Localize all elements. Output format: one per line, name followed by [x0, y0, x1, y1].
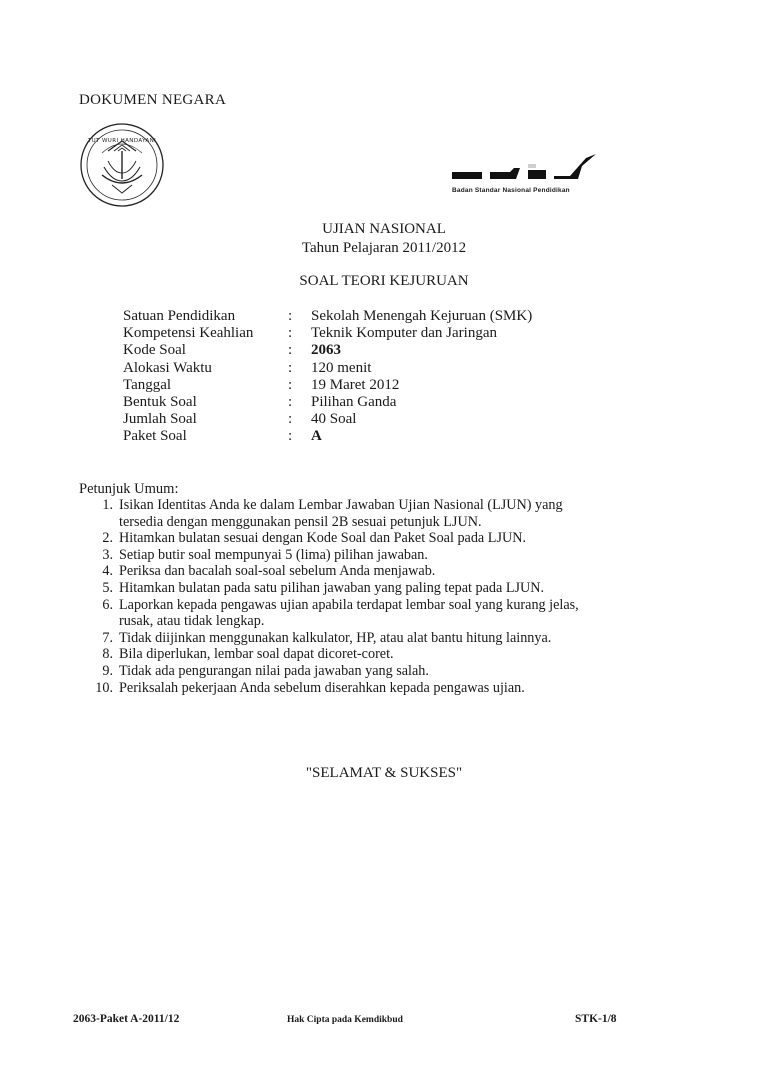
instruction-number: 9.	[102, 662, 113, 679]
info-label: Kode Soal	[123, 342, 186, 359]
instruction-text: Laporkan kepada pengawas ujian apabila terdapat lembar soal yang kurang jelas,	[119, 596, 579, 613]
instruction-text: Tidak ada pengurangan nilai pada jawaban yang salah.	[119, 662, 429, 679]
instruction-text: tersedia dengan menggunakan pensil 2B sesuai petunjuk LJUN.	[119, 513, 482, 530]
bsnp-logo-caption: Badan Standar Nasional Pendidikan	[452, 187, 570, 194]
instruction-item	[93, 530, 613, 547]
footer-copyright: Hak Cipta pada Kemdikbud	[287, 1015, 403, 1025]
instruction-number: 2.	[102, 530, 113, 547]
instruction-text: Periksalah pekerjaan Anda sebelum diserahkan kepada pengawas ujian.	[119, 679, 525, 696]
instruction-text: Tidak diijinkan menggunakan kalkulator, HP, atau alat bantu hitung lainnya.	[119, 629, 552, 646]
instruction-text: Hitamkan bulatan pada satu pilihan jawaban yang paling tepat pada LJUN.	[119, 579, 545, 596]
instruction-number: 4.	[102, 563, 113, 580]
instruction-item	[93, 580, 613, 597]
footer-package-code: 2063-Paket A-2011/12	[73, 1013, 180, 1025]
info-label: Jumlah Soal	[123, 411, 197, 428]
info-colon: :	[288, 376, 293, 393]
info-colon: :	[288, 411, 293, 428]
info-value: A	[311, 428, 322, 445]
instruction-item	[93, 646, 613, 663]
instruction-item	[93, 547, 613, 564]
instruction-item	[93, 630, 613, 647]
academic-year: Tahun Pelajaran 2011/2012	[301, 240, 467, 256]
instruction-number: 5.	[102, 579, 113, 596]
instructions-list	[93, 497, 613, 696]
exam-title: UJIAN NASIONAL	[322, 221, 446, 237]
info-label: Tanggal	[123, 376, 172, 393]
info-value: 40 Soal	[311, 411, 357, 428]
instruction-item	[93, 680, 613, 697]
footer-page-number: STK-1/8	[575, 1013, 617, 1025]
info-label: Satuan Pendidikan	[123, 308, 236, 324]
instruction-text: rusak, atau tidak lengkap.	[119, 613, 265, 630]
instruction-number: 10.	[95, 679, 113, 696]
info-colon: :	[288, 359, 293, 376]
info-colon: :	[288, 308, 293, 324]
info-colon: :	[288, 393, 293, 410]
instruction-text: Periksa dan bacalah soal-soal sebelum Anda menjawab.	[119, 563, 436, 580]
instruction-item	[93, 497, 613, 530]
instruction-text: Setiap butir soal mempunyai 5 (lima) pilihan jawaban.	[119, 546, 428, 563]
svg-text:TUT WURI HANDAYANI: TUT WURI HANDAYANI	[87, 138, 157, 144]
info-label: Bentuk Soal	[123, 393, 197, 410]
info-value: 2063	[311, 342, 341, 359]
info-label: Kompetensi Keahlian	[123, 325, 254, 342]
instruction-number: 3.	[102, 546, 113, 563]
instructions-heading: Petunjuk Umum:	[79, 481, 179, 497]
instruction-text: Isikan Identitas Anda ke dalam Lembar Jawaban Ujian Nasional (LJUN) yang	[119, 497, 563, 513]
info-colon: :	[288, 428, 293, 445]
instruction-number: 8.	[102, 646, 113, 663]
closing-message: "SELAMAT & SUKSES"	[305, 765, 463, 781]
info-label: Paket Soal	[123, 428, 187, 445]
instruction-item	[93, 563, 613, 580]
instruction-number: 7.	[102, 629, 113, 646]
info-value: 19 Maret 2012	[311, 376, 400, 393]
instruction-item	[93, 597, 613, 630]
info-value: Pilihan Ganda	[311, 393, 397, 410]
info-label: Alokasi Waktu	[123, 359, 212, 376]
instruction-number: 1.	[102, 497, 113, 513]
instruction-text: Hitamkan bulatan sesuai dengan Kode Soal dan Paket Soal pada LJUN.	[119, 530, 527, 547]
info-colon: :	[288, 325, 293, 342]
tut-wuri-handayani-emblem	[78, 121, 166, 209]
document-classification-label: DOKUMEN NEGARA	[79, 92, 227, 108]
instruction-item	[93, 663, 613, 680]
info-value: Sekolah Menengah Kejuruan (SMK)	[311, 308, 533, 324]
info-colon: :	[288, 342, 293, 359]
instruction-number: 6.	[102, 596, 113, 613]
info-value: Teknik Komputer dan Jaringan	[311, 325, 497, 342]
exam-subject: SOAL TEORI KEJURUAN	[299, 273, 469, 289]
instruction-text: Bila diperlukan, lembar soal dapat dicoret-coret.	[119, 646, 394, 663]
info-value: 120 menit	[311, 359, 372, 376]
